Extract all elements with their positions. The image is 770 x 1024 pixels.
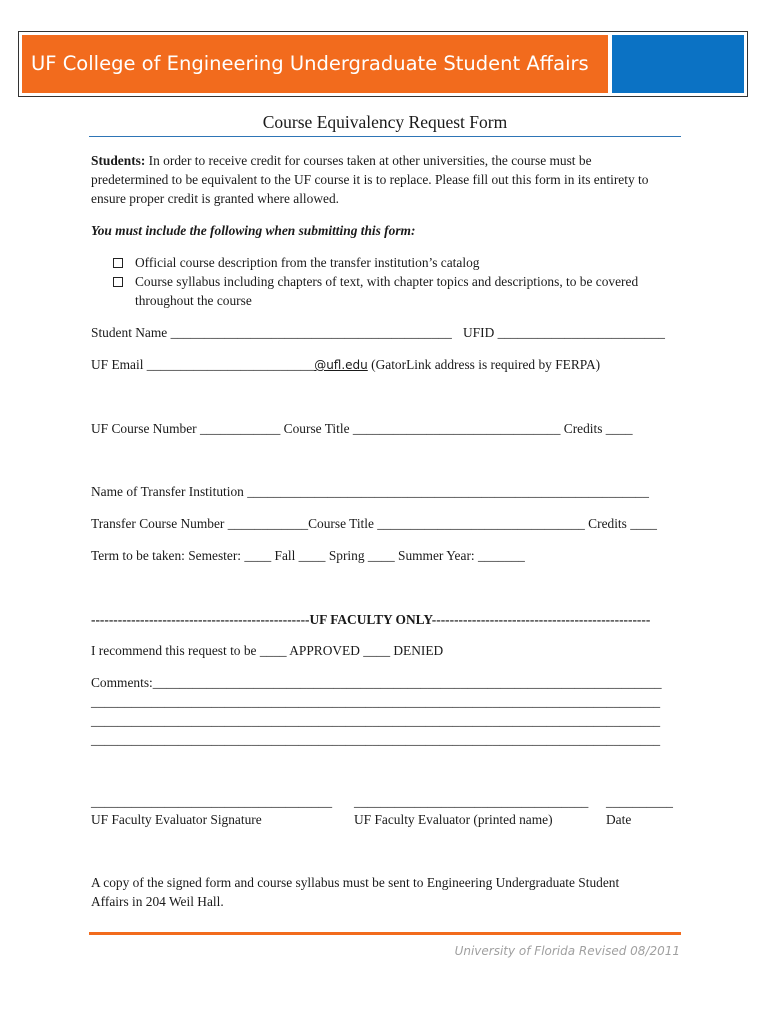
date-line[interactable]: __________ xyxy=(606,794,673,809)
header-blue-block xyxy=(612,35,744,93)
printed-name-line[interactable]: ___________________________________ xyxy=(354,794,589,809)
closing-line2: Affairs in 204 Weil Hall. xyxy=(91,894,224,909)
transfer-course-line[interactable]: Transfer Course Number ____________Course Title _______________________________ Credits ____ xyxy=(91,516,657,531)
form-title: Course Equivalency Request Form xyxy=(262,112,508,132)
email-domain: @ufl.edu xyxy=(314,358,368,372)
signature-line[interactable]: ____________________________________ xyxy=(91,794,333,809)
intro-line2: predetermined to be equivalent to the UF course it is to replace. Please fill out this form in its entirety to xyxy=(91,172,649,187)
comments-field[interactable]: Comments:____________________________________________________________________________ xyxy=(91,675,662,690)
checklist-item-syllabus-cont: throughout the course xyxy=(135,293,252,308)
title-rule xyxy=(89,136,681,137)
checkbox-course-syllabus[interactable] xyxy=(113,277,123,287)
intro-line3: ensure proper credit is granted where allowed. xyxy=(91,191,339,206)
uf-email-label: UF Email _________________________ xyxy=(91,357,315,372)
transfer-institution-field[interactable]: Name of Transfer Institution ____________________________________________________________ xyxy=(91,484,649,499)
signature-label: UF Faculty Evaluator Signature xyxy=(91,812,262,827)
uf-email-field[interactable] xyxy=(91,355,600,375)
footer-revision: University of Florida Revised 08/2011 xyxy=(454,944,680,958)
student-name-field[interactable]: Student Name __________________________________________ xyxy=(91,325,452,340)
checkbox-course-description[interactable] xyxy=(113,258,123,268)
email-note: (GatorLink address is required by FERPA) xyxy=(367,357,601,372)
comments-blank-line[interactable]: _____________________________________________________________________________________ xyxy=(91,713,661,728)
header-title: UF College of Engineering Undergraduate Student Affairs xyxy=(31,52,589,75)
checklist-item-syllabus: Course syllabus including chapters of text, with chapter topics and descriptions, to be covered xyxy=(135,274,639,289)
comments-blank-line[interactable]: _____________________________________________________________________________________ xyxy=(91,732,661,747)
recommend-line[interactable]: I recommend this request to be ____ APPROVED ____ DENIED xyxy=(91,643,444,658)
intro-line1: In order to receive credit for courses taken at other universities, the course must be xyxy=(145,153,592,168)
closing-line1: A copy of the signed form and course syllabus must be sent to Engineering Undergraduate Student xyxy=(91,875,620,890)
footer-rule xyxy=(89,932,681,935)
uf-course-line[interactable]: UF Course Number ____________ Course Title _______________________________ Credits ____ xyxy=(91,421,633,436)
intro-label: Students: xyxy=(91,153,146,168)
intro-paragraph xyxy=(91,151,691,208)
checklist-item-description: Official course description from the transfer institution’s catalog xyxy=(135,255,480,270)
faculty-only-divider: -------------------------------------------------UF FACULTY ONLY------------------------------------------------- xyxy=(91,612,651,627)
term-line[interactable]: Term to be taken: Semester: ____ Fall ____ Spring ____ Summer Year: _______ xyxy=(91,548,525,563)
date-label: Date xyxy=(606,812,632,827)
ufid-field[interactable]: UFID _________________________ xyxy=(463,325,665,340)
must-include-heading: You must include the following when submitting this form: xyxy=(91,223,416,238)
printed-name-label: UF Faculty Evaluator (printed name) xyxy=(354,812,553,827)
comments-blank-line[interactable]: _____________________________________________________________________________________ xyxy=(91,694,661,709)
